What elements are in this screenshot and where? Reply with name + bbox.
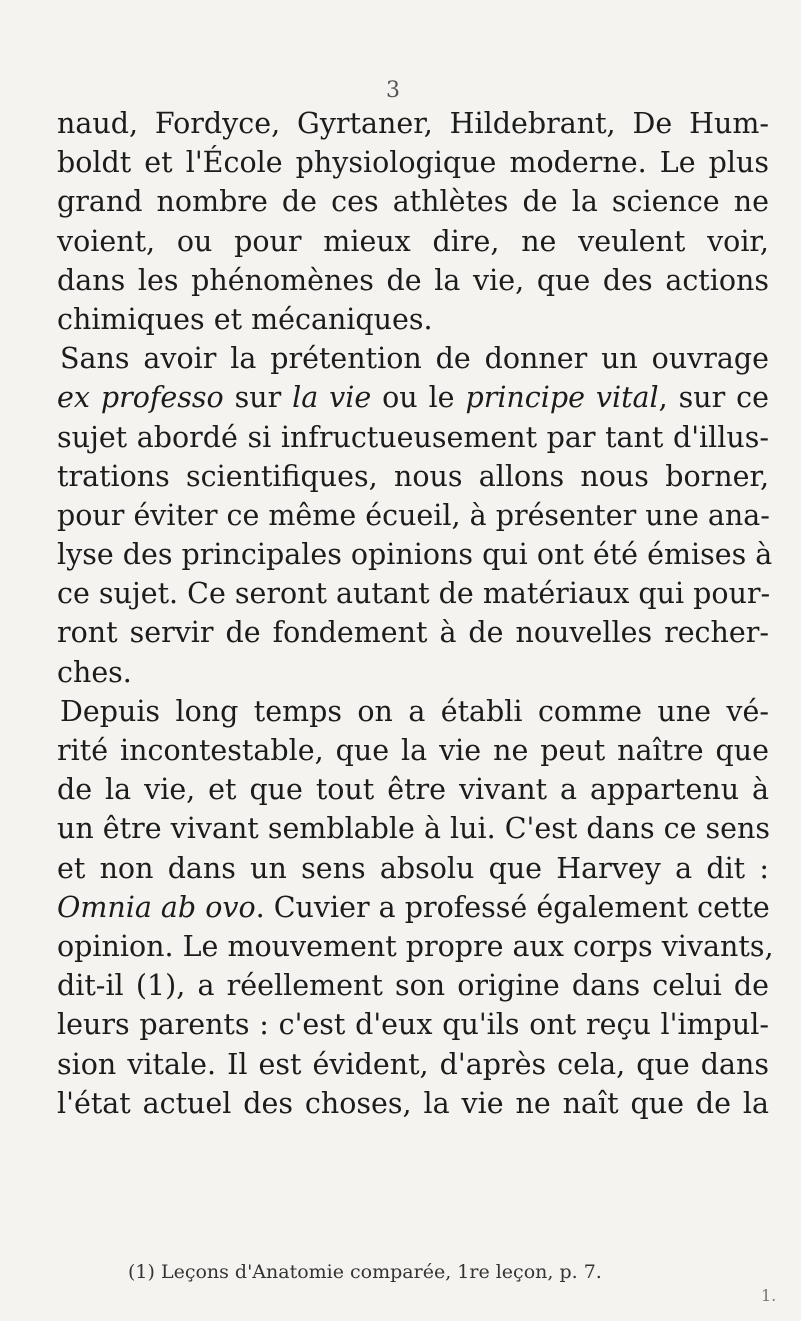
text-line: pour éviter ce même écueil, à présenter une ana- xyxy=(57,498,770,532)
text-line: de la vie, et que tout être vivant a appartenu à xyxy=(57,773,769,807)
text-line: leurs parents : c'est d'eux qu'ils ont reçu l'impul- xyxy=(57,1008,769,1042)
text-line: un être vivant semblable à lui. C'est dans ce sens xyxy=(57,812,771,846)
text-line: opinion. Le mouvement propre aux corps vivants, xyxy=(57,929,774,963)
page-number: 3 xyxy=(386,78,400,103)
body-text xyxy=(57,104,774,1123)
text-line: dans les phénomènes de la vie, que des actions xyxy=(57,263,769,297)
text-line: rité incontestable, que la vie ne peut naître que xyxy=(57,734,769,767)
text-line-italic: ex professo sur la vie ou le principe vital, sur ce xyxy=(57,381,769,415)
text-line: Sans avoir la prétention de donner un ouvrage xyxy=(60,342,769,376)
text-line: ront servir de fondement à de nouvelles recher- xyxy=(57,616,769,650)
text-line: sion vitale. Il est évident, d'après cela, que dans xyxy=(57,1047,769,1081)
text-line: trations scientifiques, nous allons nous borner, xyxy=(57,459,769,493)
text-line: lyse des principales opinions qui ont été émises à xyxy=(57,538,773,572)
text-line-italic: Omnia ab ovo. Cuvier a professé également cette xyxy=(57,890,770,924)
text-line: boldt et l'École physiologique moderne. Le plus xyxy=(57,146,769,180)
text-line: grand nombre de ces athlètes de la science ne xyxy=(57,185,769,219)
text-line: et non dans un sens absolu que Harvey a dit : xyxy=(57,851,769,885)
text-line: Depuis long temps on a établi comme une vé- xyxy=(60,694,769,728)
footnote: (1) Leçons d'Anatomie comparée, 1re leçon, p. 7. xyxy=(128,1261,602,1283)
text-line: chimiques et mécaniques. xyxy=(57,302,433,336)
signature-mark: 1. xyxy=(761,1286,777,1305)
text-line: sujet abordé si infructueusement par tant d'illus- xyxy=(57,420,769,454)
text-line: l'état actuel des choses, la vie ne naît que de la xyxy=(57,1086,769,1120)
text-line: naud, Fordyce, Gyrtaner, Hildebrant, De Hum- xyxy=(57,107,769,140)
text-line: dit-il (1), a réellement son origine dans celui de xyxy=(57,969,769,1003)
text-line: ce sujet. Ce seront autant de matériaux qui pour- xyxy=(57,577,771,611)
text-line: voient, ou pour mieux dire, ne veulent voir, xyxy=(57,224,769,258)
text-line: ches. xyxy=(57,655,132,689)
